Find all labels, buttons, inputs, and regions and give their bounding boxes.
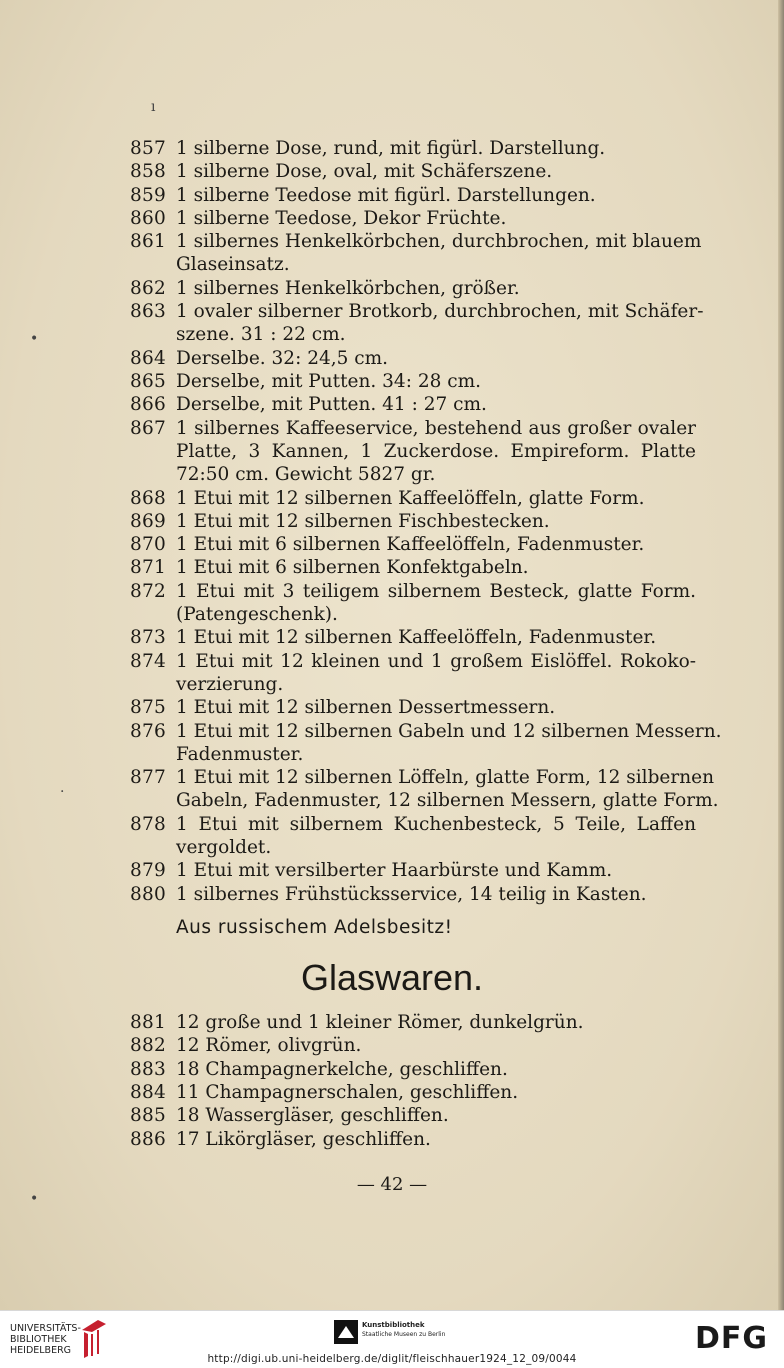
lot-description [176, 580, 696, 627]
lot-description [176, 1081, 696, 1104]
source-url[interactable]: http://digi.ub.uni-heidelberg.de/diglit/fleischhauer1924_12_09/0044 [207, 1353, 577, 1365]
lot-description [176, 556, 696, 579]
lot-description [176, 277, 696, 300]
lot-description-line: 1 Etui mit silbernem Kuchenbesteck, 5 Teile, Laffen [176, 813, 696, 835]
lot-description [176, 1058, 696, 1081]
lot-description-line: 1 Etui mit 6 silbernen Kaffeelöffeln, Fadenmuster. [176, 534, 645, 556]
lot-description [176, 813, 696, 860]
section-heading: Glaswaren. [300, 957, 484, 998]
scan-speck: · [60, 784, 65, 800]
lot-description-line: 1 silbernes Frühstücksservice, 14 teilig in Kasten. [176, 883, 647, 905]
lot-description-line: 17 Likörgläser, geschliffen. [176, 1128, 431, 1150]
lot-description-line: 1 Etui mit 12 silbernen Löffeln, glatte Form, 12 silbernen [176, 767, 714, 789]
lot-description [176, 300, 704, 347]
library-name-line: HEIDELBERG [10, 1345, 72, 1356]
kb-subtitle: Staatliche Museen zu Berlin [362, 1331, 446, 1338]
library-name [10, 1323, 81, 1356]
lot-description [176, 230, 702, 277]
lot-number: 879 [130, 860, 166, 882]
lot-description-line: vergoldet. [176, 836, 272, 858]
lot-number: 865 [130, 371, 166, 392]
lot-description-line: 11 Champagnerschalen, geschliffen. [176, 1081, 519, 1103]
provenance-note: Aus russischem Adelsbesitz! [176, 917, 453, 938]
lot-description-line: 1 silberne Dose, rund, mit figürl. Darstellung. [176, 138, 606, 159]
lot-description [176, 626, 696, 649]
lot-description [176, 184, 696, 207]
lot-description-line: verzierung. [176, 673, 284, 695]
lot-description [176, 696, 696, 719]
dfg-logo: DFG [695, 1321, 769, 1356]
lot-description-line: Derselbe. 32: 24,5 cm. [176, 347, 389, 369]
lot-description [176, 650, 696, 697]
lot-description-line: 1 silbernes Henkelkörbchen, größer. [176, 277, 520, 299]
lot-description-line: 1 silbernes Henkelkörbchen, durchbrochen, mit blauem [176, 231, 702, 253]
lot-number: 884 [130, 1081, 166, 1103]
lot-number: 873 [130, 627, 166, 649]
lot-description-line: 1 ovaler silberner Brotkorb, durchbrochen, mit Schäfer- [176, 301, 704, 323]
lot-description-line: Gabeln, Fadenmuster, 12 silbernen Messern, glatte Form. [176, 790, 719, 812]
lot-number: 885 [130, 1105, 166, 1127]
lot-description [176, 417, 696, 487]
lot-description-line: 1 silberne Dose, oval, mit Schäferszene. [176, 161, 553, 183]
lot-description [176, 1011, 696, 1034]
lot-description-line: 18 Wassergläser, geschliffen. [176, 1105, 449, 1127]
lot-number: 886 [130, 1128, 166, 1150]
lot-number: 858 [130, 161, 166, 183]
lot-description [176, 859, 696, 882]
lot-description-line: Glaseinsatz. [176, 254, 290, 276]
lot-number: 870 [130, 534, 166, 556]
lot-description [176, 1128, 696, 1151]
page-edge-shadow [778, 0, 784, 1310]
lot-description-line: 1 Etui mit versilberter Haarbürste und Kamm. [176, 860, 613, 882]
lot-number: 860 [130, 207, 166, 229]
kunstbibliothek-label [362, 1321, 445, 1339]
lot-description-line: 1 Etui mit 12 kleinen und 1 großem Eislöffel. Rokoko- [176, 650, 696, 672]
lot-description-line: 18 Champagnerkelche, geschliffen. [176, 1058, 508, 1080]
scan-speck: • [30, 1191, 39, 1207]
lot-number: 881 [130, 1012, 166, 1033]
lot-number: 880 [130, 883, 166, 905]
lot-description [176, 160, 696, 183]
lot-description [176, 766, 719, 813]
lot-description [176, 533, 696, 556]
lot-description [176, 883, 696, 906]
library-name-line: BIBLIOTHEK [10, 1334, 67, 1345]
lot-description [176, 1034, 696, 1057]
lot-description-line: 1 Etui mit 3 teiligem silbernem Besteck, glatte Form. [176, 580, 696, 602]
lot-number: 857 [130, 138, 166, 159]
scan-speck: ı [151, 99, 156, 115]
lot-description-line: 1 Etui mit 12 silbernen Kaffeelöffeln, glatte Form. [176, 487, 645, 509]
lot-number: 876 [130, 720, 166, 742]
lot-description [176, 347, 696, 370]
lot-number: 861 [130, 231, 166, 253]
scan-speck: • [30, 331, 39, 347]
lot-description-line: szene. 31 : 22 cm. [176, 324, 346, 346]
lot-description [176, 720, 722, 767]
page-number: — 42 — [356, 1174, 428, 1195]
lot-description-line: (Patengeschenk). [176, 603, 338, 625]
lot-description-line: 1 Etui mit 12 silbernen Gabeln und 12 silbernen Messern. [176, 720, 722, 742]
lot-description-line: 1 Etui mit 6 silbernen Konfektgabeln. [176, 557, 529, 579]
lot-number: 869 [130, 510, 166, 532]
lot-number: 877 [130, 767, 166, 789]
digitization-footer [0, 1310, 784, 1368]
lot-number: 872 [130, 580, 166, 602]
lot-description-line: 1 Etui mit 12 silbernen Fischbestecken. [176, 510, 550, 532]
lot-number: 868 [130, 487, 166, 509]
lot-description-line: Derselbe, mit Putten. 34: 28 cm. [176, 371, 482, 392]
lot-description-line: 1 Etui mit 12 silbernen Kaffeelöffeln, Fadenmuster. [176, 627, 657, 649]
lot-number: 863 [130, 301, 166, 323]
kunstbibliothek-logo-icon [334, 1320, 358, 1344]
lot-number: 875 [130, 697, 166, 719]
lot-number: 874 [130, 650, 166, 672]
lot-number: 883 [130, 1058, 166, 1080]
lot-number: 878 [130, 813, 166, 835]
lot-description-line: 1 silberne Teedose, Dekor Früchte. [176, 207, 507, 229]
lot-number: 871 [130, 557, 166, 579]
lot-number: 864 [130, 347, 166, 369]
lot-description [176, 137, 696, 160]
lot-description-line: 12 Römer, olivgrün. [176, 1035, 362, 1057]
lot-description-line: Fadenmuster. [176, 743, 304, 765]
lot-description [176, 207, 696, 230]
lot-description-line: 72:50 cm. Gewicht 5827 gr. [176, 464, 436, 486]
lot-number: 882 [130, 1035, 166, 1057]
lot-description [176, 487, 696, 510]
lot-description-line: 12 große und 1 kleiner Römer, dunkelgrün. [176, 1012, 584, 1033]
lot-description-line: 1 silbernes Kaffeeservice, bestehend aus großer ovaler [176, 417, 696, 439]
lot-description [176, 393, 696, 416]
lot-description-line: Platte, 3 Kannen, 1 Zuckerdose. Empireform. Platte [176, 440, 696, 462]
lot-number: 862 [130, 277, 166, 299]
lot-description [176, 510, 696, 533]
lot-description [176, 370, 696, 393]
library-name-line: UNIVERSITÄTS- [10, 1323, 81, 1334]
lot-number: 866 [130, 394, 166, 416]
lot-description-line: Derselbe, mit Putten. 41 : 27 cm. [176, 394, 487, 416]
lot-description-line: 1 silberne Teedose mit figürl. Darstellungen. [176, 184, 596, 206]
kb-title: Kunstbibliothek [362, 1321, 425, 1329]
lot-number: 859 [130, 184, 166, 206]
lot-description-line: 1 Etui mit 12 silbernen Dessertmessern. [176, 697, 556, 719]
lot-description [176, 1104, 696, 1127]
lot-number: 867 [130, 417, 166, 439]
